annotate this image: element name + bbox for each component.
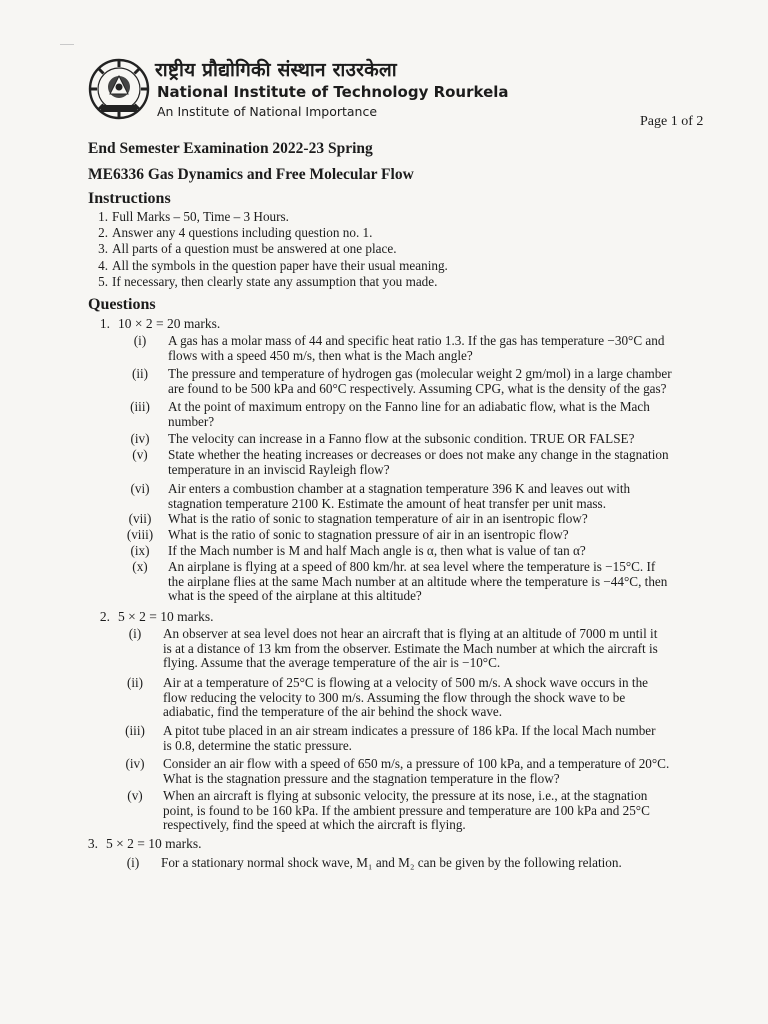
- part-numeral: (ii): [126, 675, 144, 690]
- part-numeral: (v): [127, 788, 143, 803]
- part-text: For a stationary normal shock wave, M₁ and M₂ can be given by the following relation.: [161, 855, 622, 870]
- part-text: State whether the heating increases or decreases or does not make any change in the stagnation temperature in an inviscid Rayleigh flow?: [168, 447, 669, 477]
- instruction-text: All the symbols in the question paper have their usual meaning.: [112, 258, 448, 273]
- part-text: An observer at sea level does not hear an aircraft that is flying at an altitude of 7000 m until it is at a distance of 13 km from the observer. Estimate the Mach number at which the aircraft is flying. Assume that the average temperature of the air is −10°C.: [163, 626, 658, 670]
- nit-rourkela-logo: [88, 58, 150, 120]
- part-text: An airplane is flying at a speed of 800 km/hr. at sea level where the temperature is −15°C. If the airplane flies at the same Mach number at an altitude where the temperature is −44°C, then what is the speed of the airplane at this altitude?: [168, 559, 668, 603]
- instruction-text: If necessary, then clearly state any assumption that you made.: [112, 274, 438, 289]
- instructions-heading: Instructions: [88, 190, 171, 207]
- instruction-number: 1.: [98, 209, 108, 224]
- question-marks: 5 × 2 = 10 marks.: [118, 609, 214, 624]
- part-text: If the Mach number is M and half Mach angle is α, then what is value of tan α?: [168, 543, 586, 558]
- part-text: The velocity can increase in a Fanno flow at the subsonic condition. TRUE OR FALSE?: [168, 431, 635, 446]
- exam-title: End Semester Examination 2022-23 Spring: [88, 140, 373, 157]
- part-numeral: (iv): [125, 756, 145, 771]
- part-text: What is the ratio of sonic to stagnation pressure of air in an isentropic flow?: [168, 527, 569, 542]
- page-number: Page 1 of 2: [640, 114, 704, 129]
- instruction-number: 5.: [98, 274, 108, 289]
- part-numeral: (iii): [125, 723, 145, 738]
- instruction-text: Answer any 4 questions including question no. 1.: [112, 225, 373, 240]
- part-text: A gas has a molar mass of 44 and specific heat ratio 1.3. If the gas has temperature −30°C and flows with a speed 450 m/s, then what is the Mach angle?: [168, 333, 665, 363]
- part-numeral: (vii): [128, 511, 152, 526]
- part-text: Consider an air flow with a speed of 650 m/s, a pressure of 100 kPa, and a temperature of 20°C. What is the stagnation pressure and the stagnation temperature in the flow?: [163, 756, 670, 786]
- part-numeral: (ii): [131, 366, 149, 381]
- institute-name: National Institute of Technology Rourkela: [157, 83, 509, 101]
- part-text: A pitot tube placed in an air stream indicates a pressure of 186 kPa. If the local Mach number is 0.8, determine the static pressure.: [163, 723, 656, 753]
- question-marks: 5 × 2 = 10 marks.: [106, 836, 202, 851]
- part-text: What is the ratio of sonic to stagnation temperature of air in an isentropic flow?: [168, 511, 588, 526]
- part-numeral: (i): [133, 333, 147, 348]
- instruction-text: All parts of a question must be answered at one place.: [112, 241, 397, 256]
- course-title: ME6336 Gas Dynamics and Free Molecular Flow: [88, 166, 414, 183]
- part-text: At the point of maximum entropy on the Fanno line for an adiabatic flow, what is the Mach number?: [168, 399, 650, 429]
- part-numeral: (x): [132, 559, 148, 574]
- institute-name-hindi: राष्ट्रीय प्रौद्योगिकी संस्थान राउरकेला: [155, 59, 397, 81]
- instruction-number: 4.: [98, 258, 108, 273]
- part-text: When an aircraft is flying at subsonic velocity, the pressure at its nose, i.e., at the stagnation point, is found to be 160 kPa. If the ambient pressure and temperature are 100 kPa and 25°C respectively, find the speed at which the aircraft is flying.: [163, 788, 650, 832]
- part-numeral: (ix): [130, 543, 150, 558]
- institute-tagline: An Institute of National Importance: [157, 104, 378, 119]
- part-numeral: (i): [128, 626, 142, 641]
- question-number: 3.: [87, 836, 98, 851]
- part-numeral: (iv): [130, 431, 150, 446]
- part-numeral: (iii): [130, 399, 150, 414]
- part-text: Air at a temperature of 25°C is flowing at a velocity of 500 m/s. A shock wave occurs in the flow reducing the velocity to 300 m/s. Assuming the flow through the shock wave to be adiabatic, find the temperature of the air behind the shock wave.: [163, 675, 649, 719]
- part-numeral: (v): [132, 447, 148, 462]
- instruction-number: 2.: [98, 225, 108, 240]
- scan-mark: [60, 44, 74, 45]
- part-text: Air enters a combustion chamber at a stagnation temperature 396 K and leaves out with stagnation temperature 2100 K. Estimate the amount of heat transfer per unit mass.: [168, 481, 631, 511]
- part-numeral: (viii): [126, 527, 154, 542]
- part-numeral: (i): [126, 855, 140, 870]
- instruction-text: Full Marks – 50, Time – 3 Hours.: [112, 209, 289, 224]
- instruction-number: 3.: [98, 241, 108, 256]
- question-marks: 10 × 2 = 20 marks.: [118, 316, 221, 331]
- question-number: 2.: [99, 609, 110, 624]
- part-text: The pressure and temperature of hydrogen gas (molecular weight 2 gm/mol) in a large chamber are found to be 500 kPa and 60°C respectively. Assuming CPG, what is the density of the gas?: [168, 366, 672, 396]
- question-number: 1.: [99, 316, 110, 331]
- part-numeral: (vi): [130, 481, 150, 496]
- questions-heading: Questions: [88, 296, 156, 313]
